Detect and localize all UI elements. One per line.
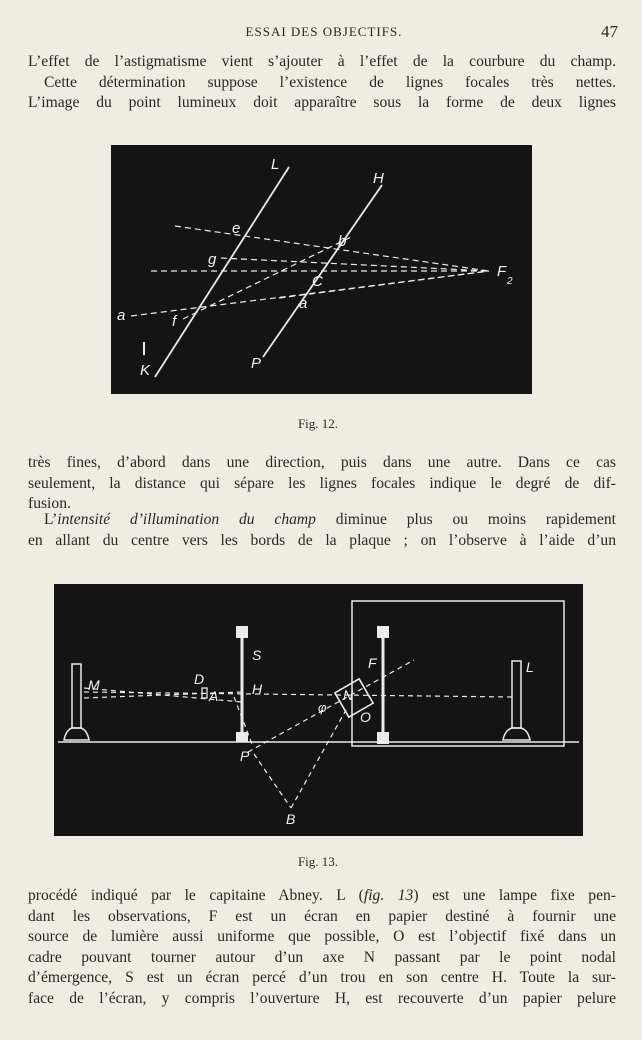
ray-a-prime <box>279 271 489 298</box>
figure-13-diagram <box>54 584 583 836</box>
label-subscript-2: 2 <box>507 276 513 287</box>
text-line: source de lumière aussi uniforme que possible, O est l’objectif fixé dans un <box>28 928 616 945</box>
text-line: Cette détermination suppose l’existence de lignes focales très nettes. <box>44 73 616 91</box>
text-line: fusion. <box>28 495 71 512</box>
running-head: ESSAI DES OBJECTIFS. <box>245 24 403 39</box>
page-header <box>28 22 620 44</box>
text-line <box>28 886 616 907</box>
label-F: F <box>497 263 507 280</box>
ray-P-B <box>254 754 291 808</box>
label-a-right: a <box>299 295 308 312</box>
ray-g <box>221 258 489 271</box>
label-S: S <box>252 647 262 663</box>
label-B: B <box>286 811 296 827</box>
text-line: cadre pouvant tourner autour d’un axe N passant par le point nodal <box>28 948 616 966</box>
label-F: F <box>368 655 377 671</box>
figure-reference: fig. 13 <box>363 887 414 904</box>
clip-F-bottom <box>377 732 389 744</box>
label-H: H <box>252 681 263 697</box>
clip-S-top <box>236 626 248 638</box>
figure-13-caption: Fig. 13. <box>297 854 339 869</box>
text-line: L’image du point lumineux doit apparaître sous la forme de deux lignes <box>28 94 616 111</box>
text-fragment: ) est une lampe fixe pen- <box>413 887 616 904</box>
label-L: L <box>271 156 280 173</box>
label-D: D <box>194 671 205 687</box>
label-L: L <box>526 659 534 675</box>
ray-e <box>175 226 489 271</box>
paragraph-3 <box>28 510 616 551</box>
label-H: H <box>373 170 384 187</box>
figure-13-image <box>54 584 583 836</box>
page-number: 47 <box>601 22 618 41</box>
label-K: K <box>140 362 151 379</box>
label-N: N <box>343 687 354 703</box>
paragraph-2 <box>28 453 616 515</box>
lamp-L-stem <box>512 661 521 728</box>
label-phi: φ <box>318 700 327 715</box>
lamp-M-base <box>64 728 89 740</box>
ray-B-O <box>291 710 346 808</box>
text-fragment: diminue plus ou moins rapidement <box>315 511 616 528</box>
label-e: e <box>232 220 241 237</box>
label-M: M <box>88 677 100 693</box>
text-line: seulement, la distance qui sépare les lignes focales indique le degré de dif- <box>28 474 616 492</box>
label-a-left: a <box>117 307 126 324</box>
text-line <box>28 510 616 531</box>
text-line: face de l’écran, y compris l’ouverture H, est recouverte d’un papier pelure <box>28 989 616 1007</box>
label-C: C <box>312 273 323 290</box>
label-P: P <box>251 355 262 372</box>
label-O: O <box>360 709 371 725</box>
figure-12-diagram <box>111 145 532 394</box>
text-line: d’émergence, S est un écran percé d’un trou en son centre H. Toute la sur- <box>28 969 616 986</box>
text-line: dant les observations, F est un écran en papier destiné à fournir une <box>28 907 616 925</box>
lamp-L-base <box>503 728 530 740</box>
ray-f-b <box>183 237 351 319</box>
lamp-M-stem <box>72 664 81 728</box>
clip-S-bottom <box>236 732 248 742</box>
text-line: très fines, d’abord dans une direction, puis dans une autre. Dans ce cas <box>28 454 616 471</box>
label-f: f <box>172 313 177 330</box>
italic-term: intensité d’illumination du champ <box>57 511 316 528</box>
clip-F-top <box>377 626 389 638</box>
text-line: L’effet de l’astigmatisme vient s’ajouter à l’effet de la courbure du champ. <box>28 53 616 70</box>
text-fragment: procédé indiqué par le capitaine Abney. L ( <box>28 887 364 904</box>
text-line: en allant du centre vers les bords de la plaque ; on l’observe à l’aide d’un <box>28 531 616 549</box>
label-g: g <box>208 251 217 268</box>
axis-ray <box>84 692 512 697</box>
label-P: P <box>240 748 250 764</box>
paragraph-4 <box>28 886 616 1009</box>
figure-12-image <box>111 145 532 394</box>
line-L <box>155 167 289 377</box>
ray-P <box>248 660 414 752</box>
label-b: b <box>338 233 347 250</box>
paragraph-1 <box>28 52 616 114</box>
label-A: A <box>209 688 219 704</box>
figure-12-caption: Fig. 12. <box>297 416 339 431</box>
text-fragment: L’ <box>44 511 58 528</box>
